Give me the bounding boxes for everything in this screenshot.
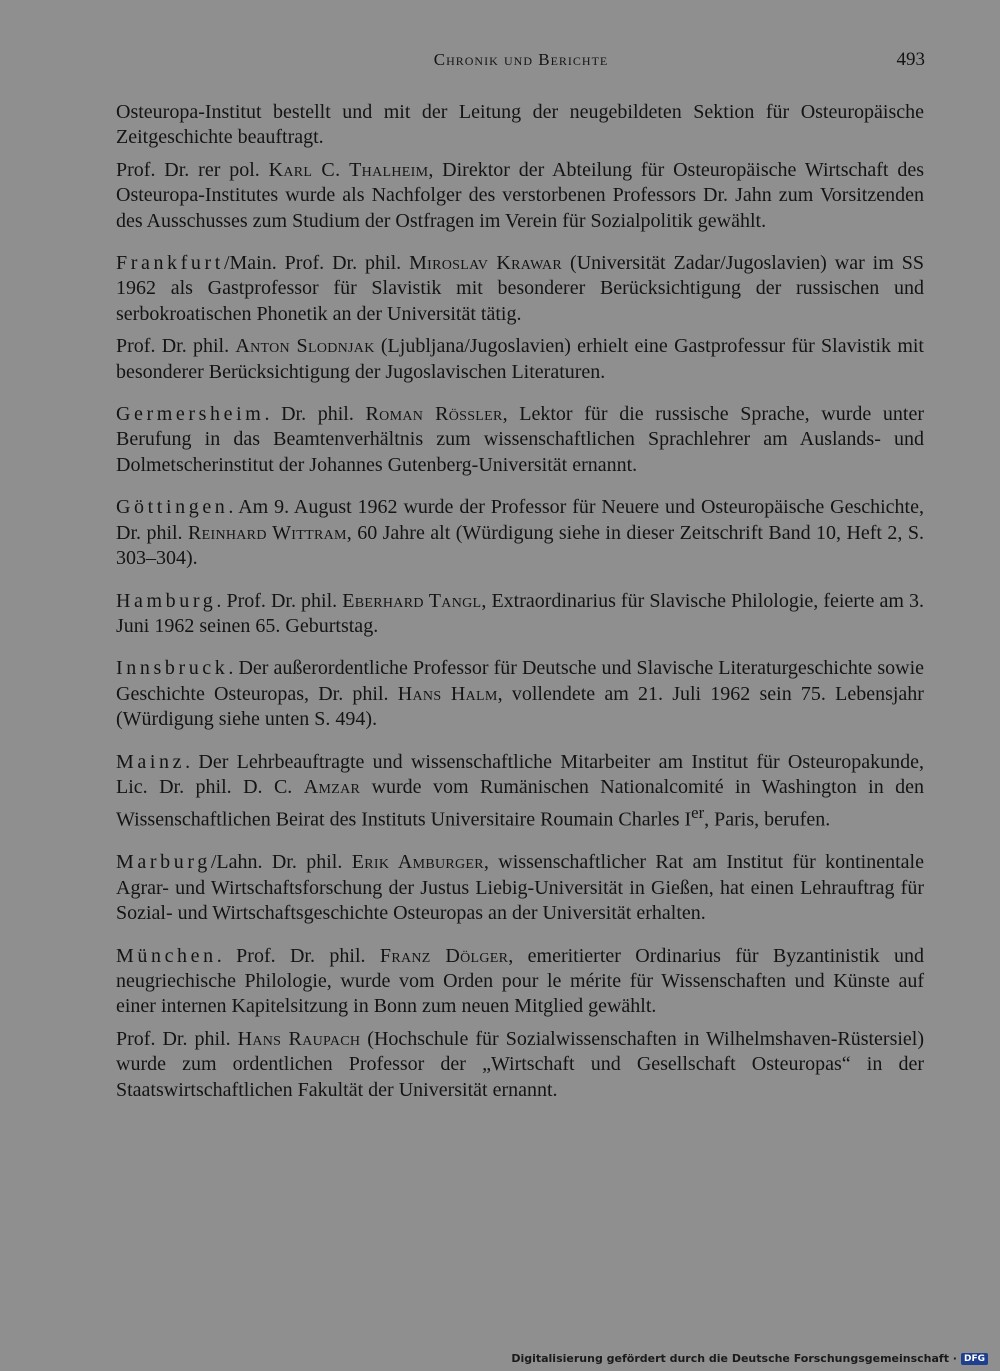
- dfg-logo-icon: DFG: [961, 1353, 988, 1365]
- person-name: Hans Halm: [397, 682, 498, 705]
- person-name: Hans Raupach: [237, 1027, 361, 1050]
- person-name: Roman Rössler: [365, 403, 503, 426]
- person-name: Reinhard Wittram: [188, 521, 347, 544]
- paragraph-marburg: Marburg/Lahn. Dr. phil. Erik Amburger, wissenschaftlicher Rat am Institut für kontinentale Agrar- und Wirtschaftsforschung der Justus Liebig-Universität in Gießen, hat einen Lehrauftrag für Sozial- und Wirtschaftsgeschichte Osteuropas an der Universität erhalten.: [116, 851, 924, 925]
- person-name: Amzar: [303, 775, 361, 798]
- person-name: Eberhard Tangl: [342, 589, 482, 612]
- place-name: München: [116, 944, 217, 967]
- superscript: er: [691, 803, 705, 823]
- digitization-footer: [511, 1352, 988, 1365]
- paragraph-innsbruck: Innsbruck. Der außerordentliche Professor für Deutsche und Slavische Literaturgeschichte sowie Geschichte Osteuropas, Dr. phil. Hans Halm, vollendete am 21. Juli 1962 sein 75. Lebensjahr (Würdigung siehe unten S. 494).: [116, 657, 925, 731]
- place-name: Germersheim: [116, 403, 265, 426]
- page-header: [117, 50, 925, 76]
- person-name: Franz Dölger: [379, 944, 509, 967]
- person-name: Anton Slodnjak: [235, 335, 375, 358]
- place-name: Göttingen: [116, 496, 229, 519]
- paragraph-osteuropa-institut: Osteuropa-Institut bestellt und mit der Leitung der neugebildeten Sektion für Osteuropäische Zeitgeschichte beauftragt.: [116, 101, 924, 149]
- paragraph-raupach: Prof. Dr. phil. Hans Raupach (Hochschule für Sozialwissenschaften in Wilhelmshaven-Rüstersiel) wurde zum ordentlichen Professor der „Wirtschaft und Gesellschaft Osteuropas“ in der Staatswirtschaftlichen Fakultät der Universität ernannt.: [116, 1027, 925, 1101]
- paragraph-mainz: Mainz. Der Lehrbeauftragte und wissenschaftliche Mitarbeiter am Institut für Osteuropakunde, Lic. Dr. phil. D. C. Amzar wurde vom Rumänischen Nationalcomité in Washington in den Wissenschaftlichen Beirat des Instituts Universitaire Roumain Charles Ier, Paris, berufen.: [116, 750, 925, 831]
- paragraph-frankfurt: Frankfurt/Main. Prof. Dr. phil. Miroslav Krawar (Universität Zadar/Jugoslavien) war im SS 1962 als Gastprofessor für Slavistik mit besonderer Berücksichtigung der russischen und serbokroatischen Phonetik an der Universität tätig.: [116, 252, 924, 325]
- person-name: Erik Amburger: [351, 851, 484, 874]
- paragraph-germersheim: Germersheim. Dr. phil. Roman Rössler, Lektor für die russische Sprache, wurde unter Berufung in das Beamtenverhältnis zum wissenschaftlichen Sprachlehrer am Auslands- und Dolmetscherinstitut der Johannes Gutenberg-Universität ernannt.: [116, 403, 925, 476]
- paragraph-muenchen: München. Prof. Dr. phil. Franz Dölger, emeritierter Ordinarius für Byzantinistik und neugriechische Philologie, wurde vom Orden pour le mérite für Wissenschaften und Künste auf einer internen Kapitelsitzung in Bonn zum neuen Mitglied gewählt.: [116, 944, 925, 1018]
- place-name: Marburg: [116, 851, 211, 874]
- paragraph-hamburg: Hamburg. Prof. Dr. phil. Eberhard Tangl, Extraordinarius für Slavische Philologie, feierte am 3. Juni 1962 seinen 65. Geburtstag.: [116, 589, 924, 637]
- paragraph-thalheim: Prof. Dr. rer pol. Karl C. Thalheim, Direktor der Abteilung für Osteuropäische Wirtschaft des Osteuropa-Institutes wurde als Nachfolger des verstorbenen Professors Dr. Jahn zum Vorsitzenden des Ausschusses zum Studium der Ostfragen im Verein für Sozialpolitik gewählt.: [116, 158, 925, 232]
- place-name: Mainz: [116, 750, 186, 773]
- place-name: Hamburg: [116, 589, 217, 612]
- footer-text: Digitalisierung gefördert durch die Deutsche Forschungsgemeinschaft ·: [511, 1352, 957, 1365]
- text-body: [116, 100, 924, 1103]
- paragraph-goettingen: Göttingen. Am 9. August 1962 wurde der Professor für Neuere und Osteuropäische Geschichte, Dr. phil. Reinhard Wittram, 60 Jahre alt (Würdigung siehe in dieser Zeitschrift Band 10, Heft 2, S. 303–304).: [116, 496, 924, 570]
- running-title: Chronik und Berichte: [433, 50, 609, 69]
- place-name: Innsbruck: [116, 657, 229, 680]
- place-name: Frankfurt: [116, 252, 224, 275]
- person-name: Karl C. Thalheim: [268, 158, 429, 181]
- paragraph-slodnjak: Prof. Dr. phil. Anton Slodnjak (Ljubljana/Jugoslavien) erhielt eine Gastprofessur für Slavistik mit besonderer Berücksichtigung der Jugoslavischen Literaturen.: [116, 335, 924, 383]
- page-number: 493: [896, 49, 925, 70]
- person-name: Miroslav Krawar: [409, 252, 563, 275]
